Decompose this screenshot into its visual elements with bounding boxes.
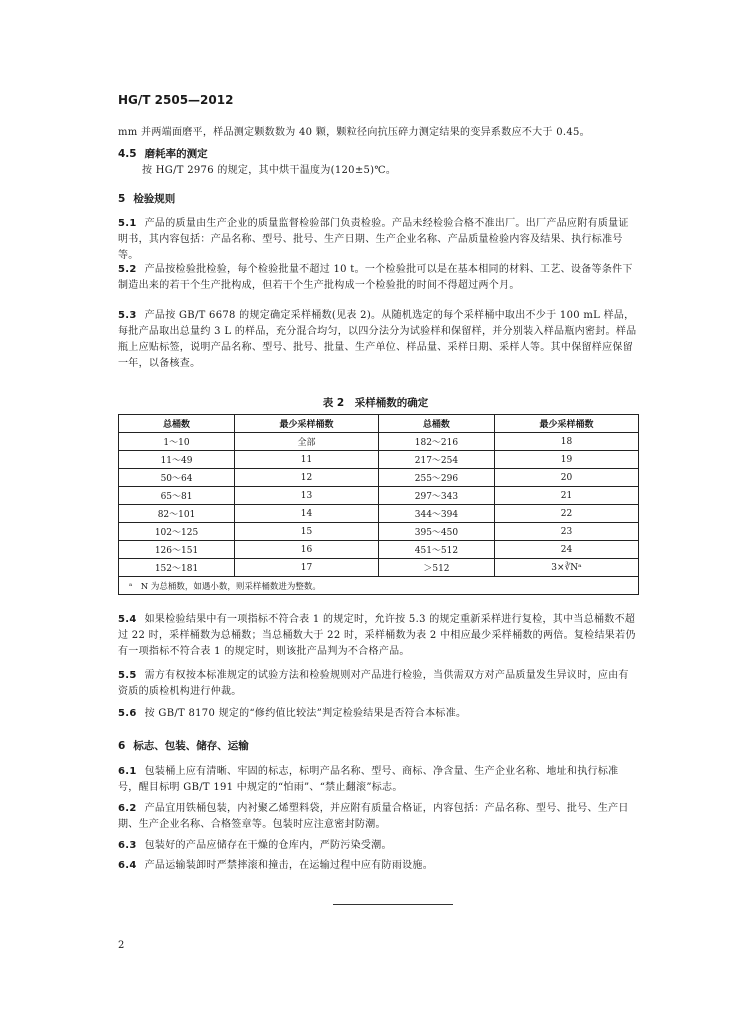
clause-5-6 [118, 706, 638, 722]
clause-text: 包装好的产品应储存在干燥的仓库内，严防污染受潮。 [144, 840, 392, 851]
table-cell: 12 [235, 469, 379, 487]
table-cell: 451～512 [378, 541, 494, 559]
table-cell: 20 [494, 469, 638, 487]
clause-text: 如果检验结果中有一项指标不符合表 1 的规定时，允许按 5.3 的规定重新采样进行复检，其中当总桶数不超过 22 时，采样桶数为总桶数；当总桶数大于 22 时，采样桶数为表 2 中相应最少采样桶数的两倍。复检结果若仍有一项指标不符合表 1 的规定时，则该批产品判为不合格产品。 [118, 614, 636, 657]
clause-number: 6.3 [118, 840, 137, 851]
clause-text: 产品宜用铁桶包装，内衬聚乙烯塑料袋，并应附有质量合格证，内容包括：产品名称、型号、批号、生产日期、生产企业名称、合格签章等。包装时应注意密封防潮。 [118, 803, 629, 830]
sampling-table [118, 414, 639, 595]
table-cell: 65～81 [119, 487, 235, 505]
table-cell: 21 [494, 487, 638, 505]
clause-number: 5.6 [118, 708, 137, 719]
table-header-cell: 最少采样桶数 [494, 415, 638, 433]
table-cell: 全部 [235, 433, 379, 451]
end-separator-line [333, 904, 453, 905]
table-caption: 表 2 采样桶数的确定 [322, 397, 429, 409]
clause-text: 按 GB/T 8170 规定的“修约值比较法”判定检验结果是否符合本标准。 [144, 708, 467, 719]
table-note-row [119, 577, 639, 595]
table-row [119, 505, 639, 523]
table-header-cell: 总桶数 [119, 415, 235, 433]
section-number: 5 [118, 193, 126, 205]
clause-6-2 [118, 801, 638, 833]
clause-5-5 [118, 668, 638, 700]
table-header-row [119, 415, 639, 433]
table-cell: 102～125 [119, 523, 235, 541]
table-cell: 50～64 [119, 469, 235, 487]
table-cell: 297～343 [378, 487, 494, 505]
table-cell: 13 [235, 487, 379, 505]
section-title: 磨耗率的测定 [144, 148, 208, 160]
table-row [119, 469, 639, 487]
clause-number: 6.1 [118, 766, 137, 777]
table-row [119, 559, 639, 577]
clause-5-1 [118, 216, 638, 264]
section-4-5-heading [118, 146, 208, 161]
table-cell: 11～49 [119, 451, 235, 469]
table-cell: ＞512 [378, 559, 494, 577]
clause-number: 5.1 [118, 218, 137, 229]
table-cell: 24 [494, 541, 638, 559]
table-cell: 1～10 [119, 433, 235, 451]
table-row [119, 541, 639, 559]
section-title: 标志、包装、储存、运输 [133, 740, 249, 752]
table-cell: 19 [494, 451, 638, 469]
clause-text: 产品按 GB/T 6678 的规定确定采样桶数(见表 2)。从随机选定的每个采样桶中取出不少于 100 mL 样品，每批产品取出总量约 3 L 的样品，充分混合均匀，以四分法分为试验样和保留样，并分别装入样品瓶内密封。样品瓶上应贴标签，说明产品名称、型号、批号、批量、生产单位、样品量、采样日期、采样人等。其中保留样应保留一年，以备核查。 [118, 310, 637, 369]
table-cell: 152～181 [119, 559, 235, 577]
clause-text: 产品按检验批检验，每个检验批量不超过 10 t。一个检验批可以是在基本相同的材料、工艺、设备等条件下制造出来的若干个生产批构成，但若干个生产批构成一个检验批的时间不得超过两个月。 [118, 264, 633, 291]
clause-5-4 [118, 612, 638, 660]
section-title: 检验规则 [133, 193, 176, 205]
section-5-heading [118, 191, 175, 206]
table-row [119, 523, 639, 541]
table-cell: 11 [235, 451, 379, 469]
table-cell: 18 [494, 433, 638, 451]
table-cell: 182～216 [378, 433, 494, 451]
table-row [119, 451, 639, 469]
table-cell: 14 [235, 505, 379, 523]
section-number: 4.5 [118, 148, 137, 160]
table-cell: 126～151 [119, 541, 235, 559]
clause-text: 需方有权按本标准规定的试验方法和检验规则对产品进行检验，当供需双方对产品质量发生异议时，应由有资质的质检机构进行仲裁。 [118, 670, 629, 697]
section-6-heading [118, 738, 249, 753]
document-code-header: HG/T 2505—2012 [118, 93, 234, 107]
table-cell: 22 [494, 505, 638, 523]
table-row [119, 487, 639, 505]
clause-text: 产品的质量由生产企业的质量监督检验部门负责检验。产品未经检验合格不准出厂。出厂产品应附有质量证明书，其内容包括：产品名称、型号、批号、生产日期、生产企业名称、产品质量检验内容及结果、执行标准号等。 [118, 218, 629, 261]
clause-number: 5.2 [118, 264, 137, 275]
table-header-cell: 总桶数 [378, 415, 494, 433]
page-number: 2 [118, 940, 125, 951]
section-4-5-body: 按 HG/T 2976 的规定，其中烘干温度为(120±5)℃。 [142, 165, 397, 176]
clause-number: 6.2 [118, 803, 137, 814]
table-cell: 344～394 [378, 505, 494, 523]
intro-paragraph: mm 并两端面磨平，样品测定颗数数为 40 颗，颗粒径向抗压碎力测定结果的变异系数应不大于 0.45。 [118, 127, 590, 138]
table-cell: 255～296 [378, 469, 494, 487]
clause-5-3 [118, 308, 638, 372]
table-cell: 23 [494, 523, 638, 541]
table-cell: 15 [235, 523, 379, 541]
clause-number: 5.5 [118, 670, 137, 681]
table-cell: 217～254 [378, 451, 494, 469]
table-cell: 16 [235, 541, 379, 559]
table-cell: 17 [235, 559, 379, 577]
table-cell: 395～450 [378, 523, 494, 541]
table-cell: 82～101 [119, 505, 235, 523]
clause-text: 产品运输装卸时严禁摔滚和撞击，在运输过程中应有防雨设施。 [144, 860, 434, 871]
clause-number: 5.4 [118, 614, 137, 625]
clause-number: 5.3 [118, 310, 137, 321]
section-number: 6 [118, 740, 126, 752]
clause-6-1 [118, 764, 638, 796]
table-row [119, 433, 639, 451]
table-cell: 3×∛Nᵃ [494, 559, 638, 577]
table-footnote: ᵃ N 为总桶数，如遇小数，则采样桶数进为整数。 [119, 577, 639, 595]
clause-6-4 [118, 858, 638, 874]
clause-text: 包装桶上应有清晰、牢固的标志，标明产品名称、型号、商标、净含量、生产企业名称、地址和执行标准号，醒目标明 GB/T 191 中规定的“怕雨”、“禁止翻滚”标志。 [118, 766, 619, 793]
table-header-cell: 最少采样桶数 [235, 415, 379, 433]
clause-5-2 [118, 262, 638, 294]
clause-number: 6.4 [118, 860, 137, 871]
clause-6-3 [118, 838, 638, 854]
